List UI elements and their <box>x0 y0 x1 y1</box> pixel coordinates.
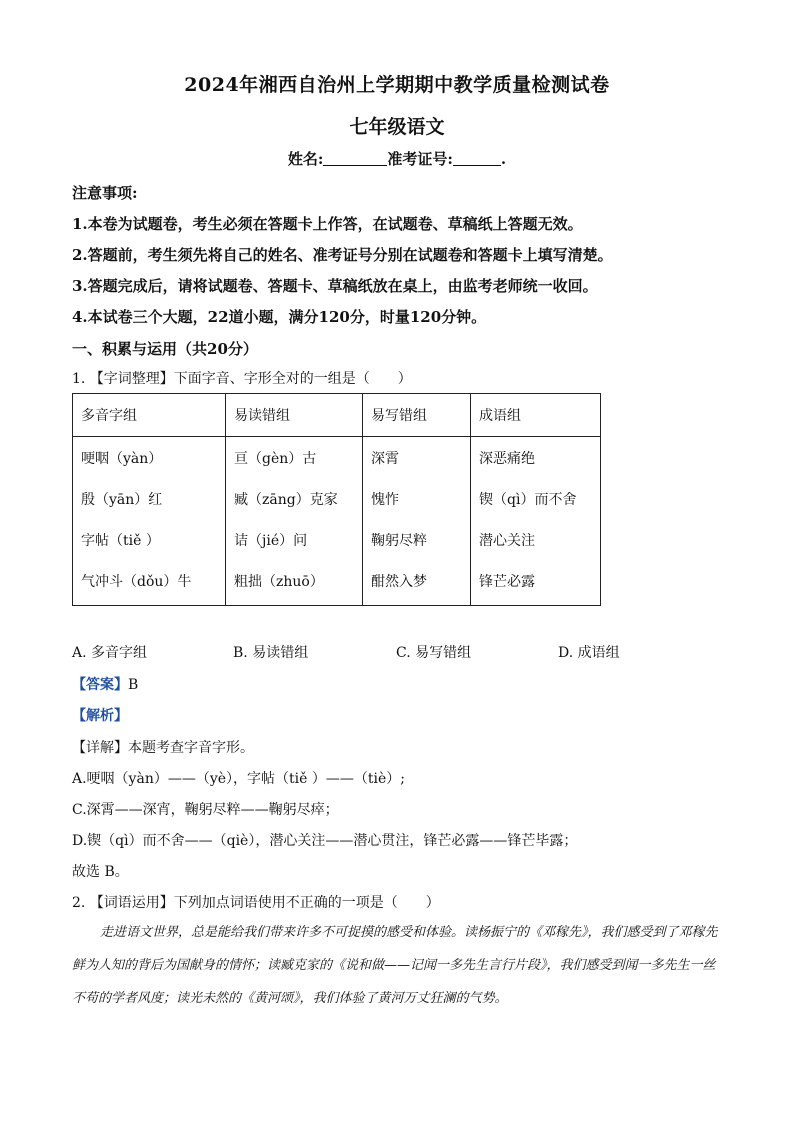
table-item: 酣然入梦 <box>371 574 427 590</box>
table-item: 粗拙（zhuō） <box>234 574 324 590</box>
table-row <box>73 437 601 606</box>
option-b: B. 易读错组 <box>233 645 309 661</box>
table-item: 字帖（tiě ） <box>81 533 160 549</box>
option-a: A. 多音字组 <box>72 645 148 661</box>
table-header: 成语组 <box>471 394 601 437</box>
detail-line: 【详解】本题考查字音字形。 <box>72 740 254 756</box>
table-item: 鞠躬尽粹 <box>371 533 427 549</box>
exam-subtitle: 七年级语文 <box>349 116 445 138</box>
table-item: 亘（gèn）古 <box>234 451 317 467</box>
name-blank <box>323 151 387 166</box>
table-header-row <box>73 394 601 437</box>
table-item: 愧怍 <box>371 492 399 508</box>
detail-line: A.哽咽（yàn）——（yè），字帖（tiě ）——（tiè）; <box>72 771 405 787</box>
table-cell <box>471 437 601 606</box>
table-item: 哽咽（yàn） <box>81 451 163 467</box>
detail-line: 故选 B。 <box>72 864 129 880</box>
table-item: 潜心关注 <box>479 533 535 549</box>
table-header: 易读错组 <box>226 394 363 437</box>
table-item: 殷（yān）红 <box>81 492 163 508</box>
name-id-line <box>0 148 794 169</box>
question-1-stem: 1. 【字词整理】下面字音、字形全对的一组是（ ） <box>72 371 412 387</box>
table-item: 深霄 <box>371 451 399 467</box>
notice-item-1: 1.本卷为试题卷，考生必须在答题卡上作答，在试题卷、草稿纸上答题无效。 <box>72 215 583 233</box>
exam-title: 2024年湘西自治州上学期期中教学质量检测试卷 <box>184 74 610 96</box>
word-table <box>72 393 601 606</box>
analysis-tag: 【解析】 <box>72 708 128 724</box>
analysis-line <box>72 705 128 725</box>
question-2-stem: 2. 【词语运用】下列加点词语使用不正确的一项是（ ） <box>72 895 440 911</box>
notice-item-3: 3.答题完成后，请将试题卷、答题卡、草稿纸放在桌上，由监考老师统一收回。 <box>72 277 598 295</box>
table-item: 臧（zāng）克家 <box>234 492 338 508</box>
option-c: C. 易写错组 <box>396 645 472 661</box>
detail-line: D.锲（qì）而不舍——（qiè），潜心关注——潜心贯注，锋芒必露——锋芒毕露； <box>72 833 578 849</box>
table-header: 易写错组 <box>363 394 471 437</box>
table-cell <box>73 437 226 606</box>
table-cell <box>363 437 471 606</box>
table-item: 气冲斗（dǒu）牛 <box>81 574 192 590</box>
id-label: 准考证号: <box>387 150 453 168</box>
id-end: . <box>500 150 507 168</box>
table-header: 多音字组 <box>73 394 226 437</box>
detail-line: C.深霄——深宵，鞠躬尽粹——鞠躬尽瘁； <box>72 802 339 818</box>
table-item: 锲（qì）而不舍 <box>479 492 577 508</box>
option-d: D. 成语组 <box>558 645 620 661</box>
notice-item-2: 2.答题前，考生须先将自己的姓名、准考证号分别在试题卷和答题卡上填写清楚。 <box>72 246 613 264</box>
table-cell <box>226 437 363 606</box>
answer-value: B <box>128 677 139 693</box>
question-2-passage: 走进语文世界，总是能给我们带来许多不可捉摸的感受和体验。读杨振宁的《邓稼先》，我们感受到了邓稼先鲜为人知的背后为国献身的情怀；读臧克家的《说和做——记闻一多先生言行片段》，我们感受到闻一多先生一丝不苟的学者风度；读光未然的《黄河颂》，我们体验了黄河万丈狂澜的气势。 <box>72 925 718 1006</box>
section-1-title: 一、积累与运用（共20分） <box>72 340 258 358</box>
answer-line <box>72 674 138 694</box>
table-item: 深恶痛绝 <box>479 451 535 467</box>
answer-tag: 【答案】 <box>72 677 128 693</box>
table-item: 锋芒必露 <box>479 574 535 590</box>
notice-item-4: 4.本试卷三个大题，22道小题，满分120分，时量120分钟。 <box>72 308 487 326</box>
notice-heading: 注意事项: <box>72 184 138 202</box>
table-item: 诘（jié）问 <box>234 533 308 549</box>
name-label: 姓名: <box>287 150 324 168</box>
id-blank <box>453 151 501 166</box>
